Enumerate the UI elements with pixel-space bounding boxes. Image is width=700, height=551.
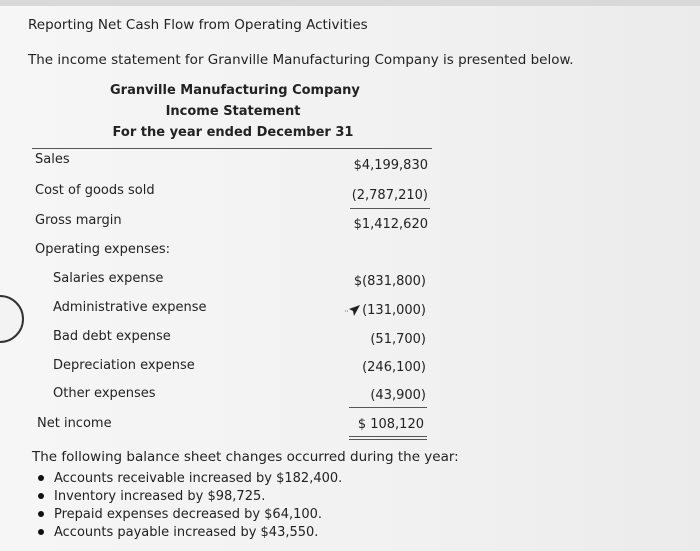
bullet-icon [38, 493, 44, 499]
bullet-icon [38, 529, 44, 535]
list-item: Prepaid expenses decreased by $64,100. [30, 506, 342, 524]
cogs-amount: (2,787,210) [351, 188, 428, 203]
top-bar [0, 0, 700, 6]
net-income-amount: $ 108,120 [357, 417, 424, 432]
bad-debt-label: Bad debt expense [53, 329, 171, 344]
arrow-cursor-icon [344, 304, 362, 318]
other-label: Other expenses [53, 386, 156, 401]
operating-expenses-label: Operating expenses: [35, 242, 171, 257]
admin-amount: (131,000) [362, 303, 426, 318]
list-item: Accounts payable increased by $43,550. [30, 524, 342, 542]
admin-label: Administrative expense [53, 300, 207, 315]
list-item: Accounts receivable increased by $182,400. [30, 470, 342, 488]
sales-label: Sales [35, 152, 70, 167]
gross-margin-amount: $1,412,620 [353, 217, 428, 232]
gross-margin-label: Gross margin [35, 213, 122, 228]
cogs-rule [350, 208, 430, 209]
salaries-label: Salaries expense [53, 271, 164, 286]
other-amount: (43,900) [370, 388, 426, 403]
cogs-label: Cost of goods sold [35, 183, 155, 198]
intro-text: The income statement for Granville Manufacturing Company is presented below. [28, 52, 574, 68]
header-rule [32, 148, 432, 149]
depreciation-amount: (246,100) [362, 360, 426, 375]
list-item: Inventory increased by $98,725. [30, 488, 342, 506]
net-income-double-rule-bottom [349, 439, 427, 440]
depreciation-label: Depreciation expense [53, 358, 195, 373]
bullet-icon [38, 475, 44, 481]
expenses-rule [349, 407, 427, 408]
balance-changes-intro: The following balance sheet changes occurred during the year: [32, 449, 459, 465]
circle-edge-icon [0, 295, 24, 343]
bad-debt-amount: (51,700) [370, 332, 426, 347]
salaries-amount: $(831,800) [353, 274, 426, 289]
company-name: Granville Manufacturing Company [110, 83, 360, 98]
net-income-double-rule-top [349, 436, 427, 437]
statement-title: Income Statement [165, 104, 301, 119]
sales-amount: $4,199,830 [353, 158, 428, 173]
bullet-icon [38, 511, 44, 517]
problem-title: Reporting Net Cash Flow from Operating Activities [28, 17, 368, 33]
net-income-label: Net income [37, 416, 112, 431]
balance-changes-list [30, 470, 342, 542]
statement-period: For the year ended December 31 [112, 125, 354, 140]
